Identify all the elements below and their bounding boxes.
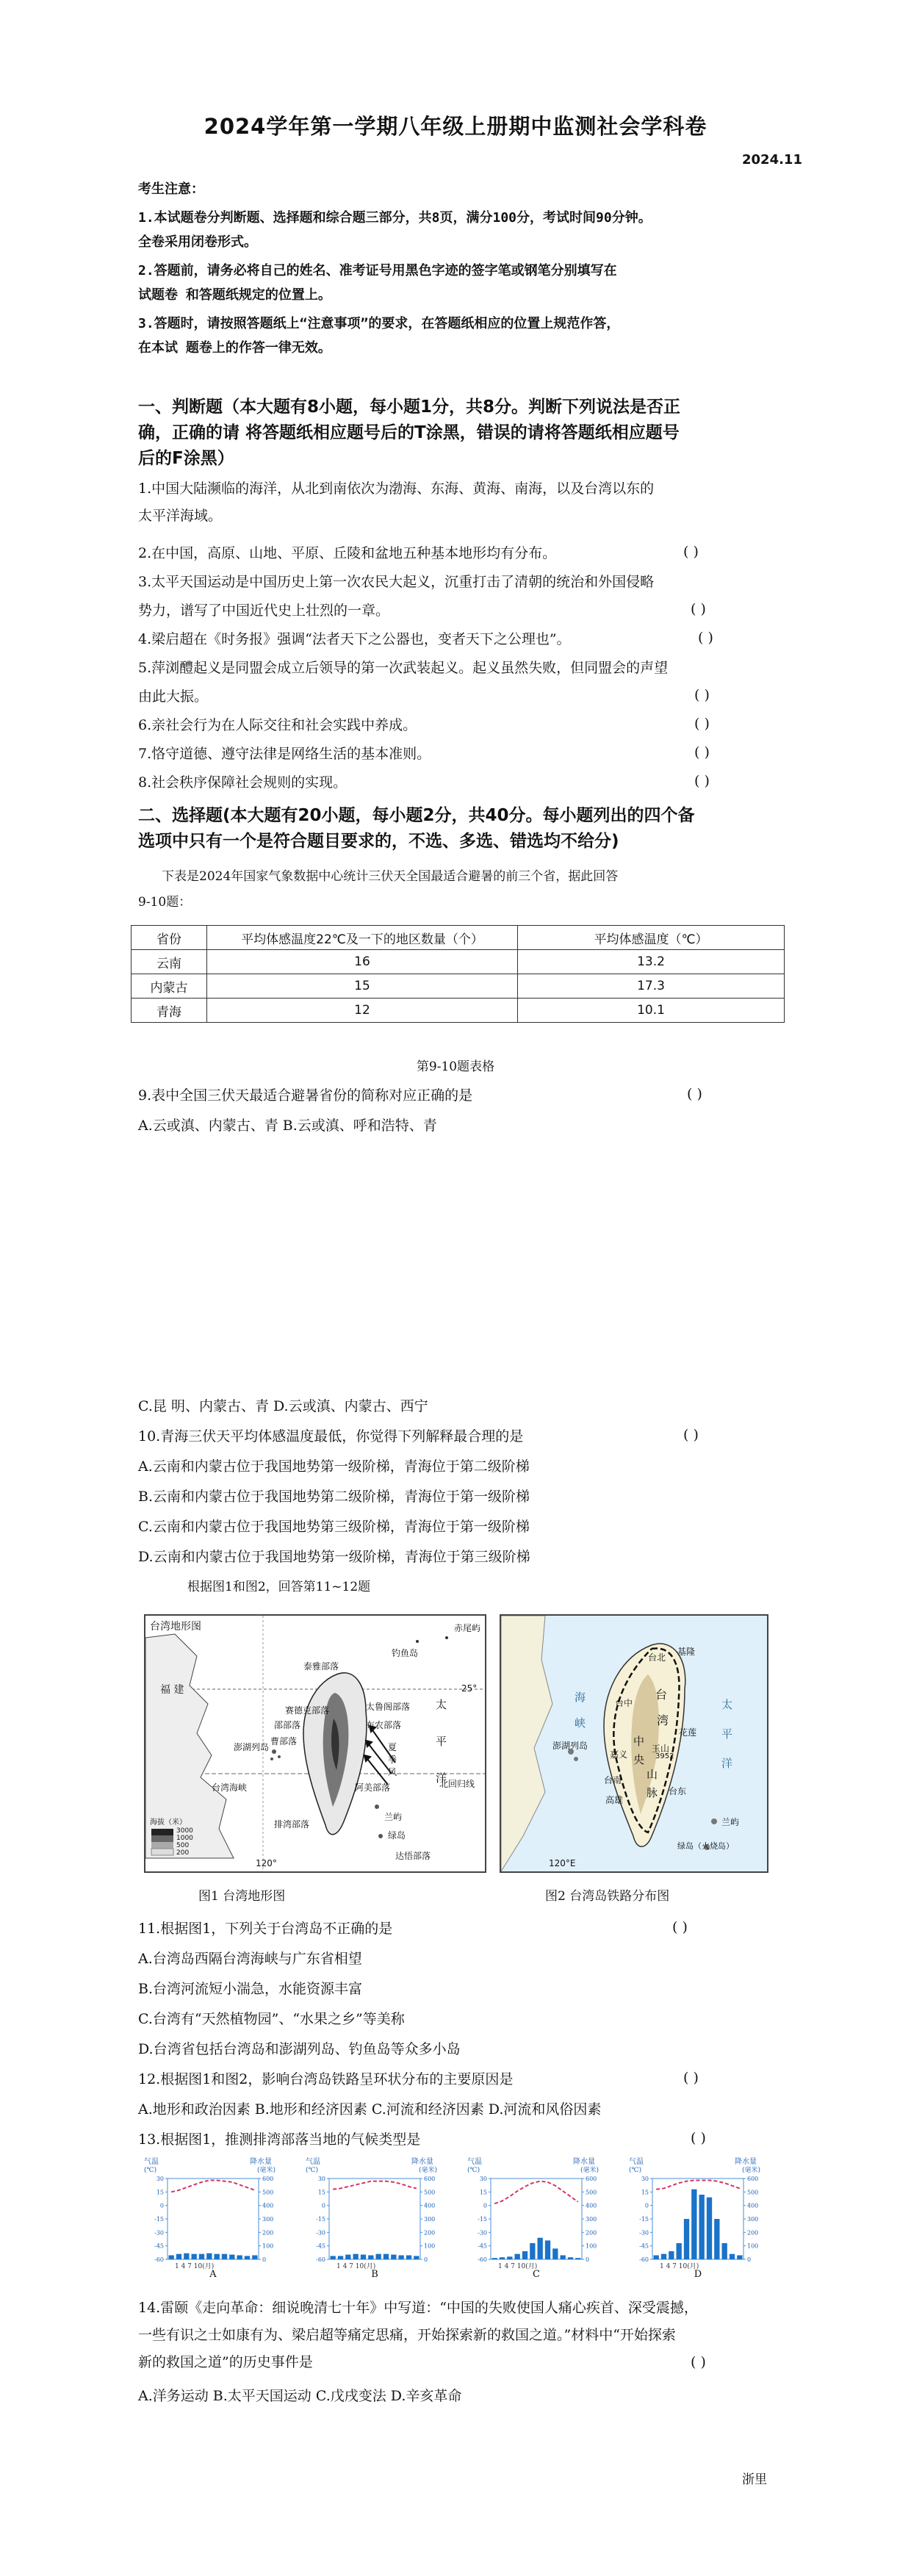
q10-option-d: D.云南和内蒙古位于我国地势第一级阶梯，青海位于第三级阶梯 — [138, 1549, 530, 1565]
precip-bar — [331, 2256, 336, 2259]
notice-item-1a: 1.本试题卷分判断题、选择题和综合题三部分，共8页，满分100分，考试时间90分钟。 — [138, 210, 652, 226]
month-axis-label: 1 4 7 10(月) — [175, 2263, 215, 2270]
temp-tick-label: 0 — [321, 2202, 325, 2209]
notice-block — [138, 177, 785, 360]
map2-label: 台中 — [615, 1698, 633, 1708]
map1-label: 邵部落 — [274, 1720, 301, 1730]
precip-bar — [368, 2256, 373, 2260]
map2-label: 海 — [575, 1691, 586, 1704]
temp-tick-label: 30 — [156, 2176, 164, 2182]
question-13-stem: 13.根据图1，推测排湾部落当地的气候类型是 — [138, 2131, 421, 2148]
climate-chart-svg — [140, 2156, 287, 2278]
map2-label: 3952 — [655, 1752, 674, 1760]
precip-bar — [684, 2219, 689, 2259]
map1-label: 夏季风 — [388, 1742, 397, 1777]
climate-chart-svg — [624, 2156, 771, 2278]
month-axis-label: 1 4 7 10(月) — [336, 2263, 376, 2270]
rain-tick-label: 300 — [586, 2216, 597, 2223]
precip-bar — [215, 2254, 220, 2259]
q12-options: A.地形和政治因素 B.地形和经济因素 C.河流和经济因素 D.河流和风俗因素 — [138, 2101, 602, 2118]
section2-heading — [138, 803, 785, 855]
q3-line1: 3.太平天国运动是中国历史上第一次农民大起义，沉重打击了清朝的统治和外国侵略 — [138, 574, 655, 590]
precip-bar — [500, 2257, 505, 2259]
q14-line1: 14.雷颐《走向革命：细说晚清七十年》中写道：“中国的失败使国人痛心疾首、深受震撼， — [138, 2300, 698, 2316]
temp-tick-label: 15 — [317, 2189, 325, 2196]
precip-bar — [515, 2254, 520, 2259]
precip-bar — [252, 2256, 257, 2260]
temp-tick-label: 30 — [641, 2176, 649, 2182]
table-row — [132, 999, 785, 1023]
answer-paren-10[interactable]: ( ) — [683, 1427, 699, 1443]
notice-heading: 考生注意： — [138, 181, 204, 197]
map1-label: 泰雅部落 — [303, 1661, 339, 1672]
taiwan-terrain-map — [144, 1614, 486, 1873]
precip-bar — [399, 2256, 404, 2260]
temp-tick-label: -45 — [316, 2242, 325, 2250]
precip-bar — [361, 2255, 366, 2259]
rain-tick-label: 100 — [262, 2242, 274, 2250]
q11-option-b: B.台湾河流短小湍急，水能资源丰富 — [138, 1981, 363, 1997]
precip-bar — [237, 2256, 242, 2260]
section1-line3: 后的F涂黑） — [138, 449, 234, 468]
precip-bar — [552, 2248, 558, 2259]
intro-line2: 9-10题： — [138, 895, 192, 910]
chart-frame — [652, 2179, 743, 2259]
climate-chart-b — [301, 2156, 448, 2278]
map2-label: 太 — [721, 1698, 733, 1711]
temp-tick-label: -60 — [154, 2256, 164, 2263]
section1-line1: 一、判断题（本大题有8小题，每小题1分，共8分。判断下列说法是否正 — [138, 397, 681, 417]
rain-tick-label: 100 — [586, 2242, 597, 2250]
temp-tick-label: 0 — [159, 2202, 164, 2209]
precip-bar — [406, 2256, 411, 2260]
map2-label: 嘉义 — [610, 1749, 628, 1760]
chart-frame — [491, 2179, 582, 2259]
map1-label: 500 — [176, 1842, 190, 1849]
temp-axis-unit: (℃) — [467, 2167, 480, 2174]
temp-tick-label: -15 — [639, 2216, 649, 2223]
rain-tick-label: 100 — [747, 2242, 759, 2250]
map1-label: 25° — [461, 1683, 478, 1694]
q14-line2: 一些有识之士如康有为、梁启超等痛定思痛，开始探索新的救国之道。”材料中“开始探索 — [138, 2327, 676, 2343]
question-1 — [138, 479, 785, 526]
q10-option-b: B.云南和内蒙古位于我国地势第二级阶梯，青海位于第一级阶梯 — [138, 1489, 530, 1505]
page-title: 2024学年第一学期八年级上册期中监测社会学科卷 — [204, 114, 707, 139]
rain-tick-label: 400 — [747, 2202, 759, 2209]
answer-paren-14[interactable]: ( ) — [691, 2354, 706, 2370]
table-header: 省份 — [132, 926, 207, 950]
rain-axis-unit: (毫米) — [257, 2167, 276, 2174]
map2-label: 台 — [655, 1688, 668, 1702]
question-10-stem: 10.青海三伏天平均体感温度最低，你觉得下列解释最合理的是 — [138, 1428, 524, 1444]
temp-axis-unit: (℃) — [144, 2167, 157, 2174]
rain-tick-label: 0 — [424, 2256, 428, 2263]
q11-option-a: A.台湾岛西隔台湾海峡与广东省相望 — [138, 1951, 362, 1967]
map2-label: 玉山 — [652, 1744, 670, 1754]
question-5 — [138, 658, 785, 707]
temp-tick-label: 15 — [156, 2189, 164, 2196]
map1-title: 台湾地形图 — [150, 1621, 201, 1633]
answer-paren-9[interactable]: ( ) — [687, 1086, 702, 1102]
question-6: 6.亲社会行为在人际交往和社会实践中养成。 — [138, 717, 417, 733]
map2-label: 台南 — [604, 1775, 622, 1785]
rain-tick-label: 500 — [747, 2189, 759, 2196]
table-cell: 内蒙古 — [132, 974, 207, 999]
temp-axis-unit: (℃) — [306, 2167, 319, 2174]
rain-tick-label: 200 — [424, 2229, 436, 2237]
q1-line1: 1.中国大陆濒临的海洋，从北到南依次为渤海、东海、黄海、南海，以及台湾以东的 — [138, 481, 655, 497]
map1-label: 布农部落 — [366, 1720, 402, 1730]
rain-tick-label: 600 — [586, 2176, 597, 2182]
rain-tick-label: 0 — [586, 2256, 590, 2263]
answer-paren-7[interactable]: ( ) — [694, 773, 710, 789]
map1-caption: 图1 台湾地形图 — [198, 1889, 286, 1904]
precip-bar — [661, 2254, 666, 2259]
q11-option-d: D.台湾省包括台湾岛和澎湖列岛、钓鱼岛等众多小岛 — [138, 2041, 461, 2057]
map1-label: 钓鱼岛 — [392, 1648, 419, 1658]
rain-axis-label: 降水量 — [735, 2158, 757, 2166]
q14-line3: 新的救国之道”的历史事件是 — [138, 2354, 313, 2370]
map1-label: 海拔（米） — [150, 1818, 187, 1827]
chart-title: C — [533, 2269, 540, 2278]
q1-line2: 太平洋海域。 — [138, 508, 223, 524]
map2-label: 台北 — [648, 1652, 666, 1663]
section2-line2: 选项中只有一个是符合题目要求的，不选、多选、错选均不给分) — [138, 832, 619, 851]
precip-bar — [492, 2258, 497, 2259]
temp-tick-label: 0 — [644, 2202, 649, 2209]
rain-tick-label: 0 — [747, 2256, 752, 2263]
chart-title: B — [371, 2269, 378, 2278]
temperature-line — [171, 2180, 255, 2192]
map1-label: 达悟部落 — [395, 1851, 431, 1861]
climate-chart-svg — [463, 2156, 610, 2278]
month-axis-label: 1 4 7 10(月) — [660, 2263, 699, 2270]
map1-label: 福 建 — [160, 1684, 184, 1696]
precip-bar — [345, 2255, 350, 2259]
precip-bar — [199, 2254, 204, 2259]
map1-label: 1000 — [176, 1835, 193, 1842]
rain-tick-label: 500 — [262, 2189, 274, 2196]
rain-tick-label: 0 — [262, 2256, 267, 2263]
map1-label: 澎湖列岛 — [234, 1742, 270, 1752]
map2-label: 脉 — [647, 1786, 658, 1799]
rain-tick-label: 100 — [424, 2242, 436, 2250]
q5-line1: 5.萍浏醴起义是同盟会成立后领导的第一次武装起义。起义虽然失败，但同盟会的声望 — [138, 660, 669, 676]
map2-label: 120°E — [549, 1858, 576, 1868]
map1-label: 曹部落 — [270, 1736, 298, 1746]
temp-axis-label: 气温 — [629, 2158, 644, 2166]
temp-tick-label: 30 — [317, 2176, 325, 2182]
answer-paren-3[interactable]: ( ) — [698, 630, 713, 646]
table-header: 平均体感温度（℃） — [518, 926, 785, 950]
temp-tick-label: 15 — [479, 2189, 487, 2196]
rain-tick-label: 300 — [747, 2216, 759, 2223]
question-9-options-cd: C.昆 明、内蒙古、青 D.云或滇、内蒙古、西宁 — [138, 1398, 428, 1414]
rain-axis-label: 降水量 — [411, 2158, 433, 2166]
table-cell: 12 — [207, 999, 518, 1023]
section1-line2: 确，正确的请 将答题纸相应题号后的T涂黑，错误的请将答题纸相应题号 — [138, 423, 680, 442]
rain-tick-label: 400 — [424, 2202, 436, 2209]
map1-label: 太 — [436, 1698, 447, 1711]
temp-tick-label: -60 — [316, 2256, 325, 2263]
rain-axis-unit: (毫米) — [419, 2167, 438, 2174]
question-11-stem: 11.根据图1，下列关于台湾岛不正确的是 — [138, 1921, 393, 1937]
rain-tick-label: 500 — [424, 2189, 436, 2196]
question-9-options-ab: A.云或滇、内蒙古、青 B.云或滇、呼和浩特、青 — [138, 1118, 437, 1134]
terrain-map-svg — [145, 1616, 485, 1871]
notice-item-3b: 在本试 题卷上的作答一律无效。 — [138, 340, 331, 356]
temp-axis-label: 气温 — [467, 2158, 482, 2166]
map1-label: 阿美部落 — [355, 1782, 391, 1793]
maps-intro: 根据图1和图2，回答第11~12题 — [187, 1580, 371, 1594]
answer-paren-13[interactable]: ( ) — [691, 2130, 706, 2146]
table-cell: 13.2 — [518, 950, 785, 974]
map2-label: 高雄 — [605, 1795, 624, 1805]
map2-label: 平 — [721, 1727, 733, 1741]
question-8: 8.社会秩序保障社会规则的实现。 — [138, 774, 348, 791]
precip-bar — [507, 2256, 512, 2259]
question-9-stem: 9.表中全国三伏天最适合避暑省份的简称对应正确的是 — [138, 1087, 473, 1104]
precip-bar — [730, 2254, 735, 2259]
map1-label: 120° — [256, 1858, 277, 1868]
table-cell: 15 — [207, 974, 518, 999]
exam-date: 2024.11 — [742, 152, 802, 168]
rain-tick-label: 500 — [586, 2189, 597, 2196]
q5-line2: 由此大振。 — [138, 688, 209, 705]
answer-paren-4[interactable]: ( ) — [694, 687, 710, 703]
table-cell: 云南 — [132, 950, 207, 974]
q14-options: A.洋务运动 B.太平天国运动 C.戊戌变法 D.辛亥革命 — [138, 2388, 462, 2404]
precip-bar — [206, 2253, 212, 2259]
rain-tick-label: 600 — [747, 2176, 759, 2182]
precip-bar — [561, 2256, 566, 2260]
temp-tick-label: -45 — [639, 2242, 649, 2250]
section2-line1: 二、选择题(本大题有20小题，每小题2分，共40分。每小题列出的四个备 — [138, 806, 695, 825]
map2-label: 基隆 — [677, 1647, 696, 1657]
precip-bar — [538, 2238, 543, 2259]
map1-label: 洋 — [436, 1771, 447, 1785]
rain-axis-unit: (毫米) — [742, 2167, 761, 2174]
table-caption: 第9-10题表格 — [416, 1059, 495, 1074]
notice-item-2a: 2.答题前，请务必将自己的姓名、准考证号用黑色字迹的签字笔或钢笔分别填写在 — [138, 263, 617, 278]
map1-label: 赛德克部落 — [285, 1705, 330, 1716]
precip-bar — [176, 2254, 181, 2259]
climate-chart-svg — [301, 2156, 448, 2278]
precip-bar — [714, 2219, 719, 2259]
rain-tick-label: 600 — [424, 2176, 436, 2182]
map1-label: 台湾海峡 — [212, 1782, 248, 1793]
climate-chart-a — [140, 2156, 287, 2278]
map2-label: 洋 — [721, 1757, 733, 1770]
map2-label: 台东 — [669, 1786, 687, 1796]
month-axis-label: 1 4 7 10(月) — [498, 2263, 538, 2270]
rain-tick-label: 300 — [424, 2216, 436, 2223]
temperature-line — [333, 2181, 417, 2190]
chart-frame — [329, 2179, 420, 2259]
footer-mark: 浙里 — [742, 2472, 767, 2487]
map2-label: 兰屿 — [721, 1817, 740, 1827]
precip-bar — [669, 2251, 674, 2259]
temp-tick-label: -30 — [478, 2229, 487, 2237]
notice-item-3a: 3.答题时，请按照答题纸上“注意事项”的要求，在答题纸相应的位置上规范作答， — [138, 316, 620, 331]
rain-tick-label: 200 — [262, 2229, 274, 2237]
question-3 — [138, 572, 785, 621]
temp-tick-label: -30 — [154, 2229, 164, 2237]
map1-label: 北回归线 — [439, 1779, 475, 1789]
rain-tick-label: 300 — [262, 2216, 274, 2223]
precip-bar — [376, 2254, 381, 2259]
table-row — [132, 950, 785, 974]
precip-bar — [192, 2254, 197, 2259]
temp-tick-label: -15 — [478, 2216, 487, 2223]
map2-label: 山 — [647, 1768, 658, 1781]
map1-label: 排湾部落 — [274, 1819, 310, 1830]
table-cell: 16 — [207, 950, 518, 974]
map2-label: 峡 — [575, 1716, 586, 1730]
q11-option-c: C.台湾有“天然植物园”、“水果之乡”等美称 — [138, 2011, 405, 2027]
temp-tick-label: 30 — [479, 2176, 487, 2182]
intro-line1: 下表是2024年国家气象数据中心统计三伏天全国最适合避暑的前三个省，据此回答 — [162, 869, 619, 884]
question-2: 2.在中国，高原、山地、平原、丘陵和盆地五种基本地形均有分布。 — [138, 545, 557, 561]
map1-label: 赤尾屿 — [454, 1623, 481, 1633]
taiwan-railway-map — [500, 1614, 768, 1873]
precip-bar — [722, 2243, 727, 2259]
chart-frame — [168, 2179, 259, 2259]
precip-bar — [414, 2256, 419, 2259]
map1-label: 3000 — [176, 1827, 193, 1835]
precip-bar — [707, 2198, 712, 2259]
precip-bar — [169, 2256, 174, 2260]
precip-bar — [522, 2251, 527, 2259]
table-cell: 17.3 — [518, 974, 785, 999]
q10-option-a: A.云南和内蒙古位于我国地势第一级阶梯，青海位于第二级阶梯 — [138, 1458, 530, 1475]
temp-tick-label: -30 — [316, 2229, 325, 2237]
precip-bar — [530, 2243, 535, 2259]
table-header: 平均体感温度22℃及一下的地区数量（个） — [207, 926, 518, 950]
table-cell: 10.1 — [518, 999, 785, 1023]
temp-tick-label: -15 — [316, 2216, 325, 2223]
map2-label: 绿岛（火烧岛） — [677, 1841, 734, 1851]
notice-item-2b: 试题卷 和答题纸规定的位置上。 — [138, 287, 331, 303]
temp-tick-label: -45 — [154, 2242, 164, 2250]
precip-bar — [699, 2195, 705, 2259]
temp-axis-unit: (℃) — [629, 2167, 642, 2174]
rain-tick-label: 200 — [586, 2229, 597, 2237]
q10-option-c: C.云南和内蒙古位于我国地势第三级阶梯，青海位于第一级阶梯 — [138, 1519, 530, 1535]
rain-axis-unit: (毫米) — [580, 2167, 599, 2174]
section1-heading — [138, 395, 785, 472]
temp-tick-label: 15 — [641, 2189, 649, 2196]
q3-line2: 势力，谱写了中国近代史上壮烈的一章。 — [138, 602, 390, 619]
temp-tick-label: 0 — [483, 2202, 487, 2209]
temp-tick-label: -15 — [154, 2216, 164, 2223]
answer-paren-6[interactable]: ( ) — [694, 744, 710, 760]
rain-tick-label: 600 — [262, 2176, 274, 2182]
precip-bar — [575, 2258, 580, 2259]
rain-tick-label: 400 — [586, 2202, 597, 2209]
climate-chart-d — [624, 2156, 771, 2278]
table-cell: 青海 — [132, 999, 207, 1023]
chart-title: D — [694, 2269, 702, 2278]
precip-bar — [222, 2254, 227, 2259]
rain-axis-label: 降水量 — [573, 2158, 595, 2166]
table-intro — [138, 867, 785, 913]
map2-label: 花莲 — [679, 1727, 697, 1738]
precip-bar — [184, 2253, 189, 2259]
precip-bar — [391, 2255, 396, 2259]
map2-caption: 图2 台湾岛铁路分布图 — [545, 1889, 670, 1904]
answer-paren-5[interactable]: ( ) — [694, 716, 710, 732]
precip-bar — [691, 2190, 696, 2259]
temp-tick-label: -45 — [478, 2242, 487, 2250]
answer-paren-11[interactable]: ( ) — [672, 1919, 688, 1935]
map2-label: 湾 — [657, 1713, 669, 1727]
map2-label: 澎湖列岛 — [552, 1741, 588, 1751]
precip-bar — [229, 2255, 234, 2259]
temperature-line — [656, 2180, 740, 2189]
answer-paren-1[interactable]: ( ) — [683, 544, 699, 560]
temp-axis-label: 气温 — [306, 2158, 320, 2166]
map1-label: 平 — [436, 1735, 447, 1748]
precip-bar — [568, 2257, 573, 2259]
climate-chart-c — [463, 2156, 610, 2278]
question-4: 4.梁启超在《时务报》强调“法者天下之公器也，变者天下之公理也”。 — [138, 631, 571, 647]
map1-label: 200 — [176, 1849, 190, 1857]
precip-bar — [654, 2256, 659, 2260]
precip-bar — [384, 2254, 389, 2259]
map2-label: 中 — [633, 1735, 645, 1748]
temp-tick-label: -60 — [639, 2256, 649, 2263]
precip-bar — [338, 2256, 343, 2259]
precip-bar — [677, 2243, 682, 2259]
answer-paren-12[interactable]: ( ) — [683, 2070, 699, 2086]
temp-axis-label: 气温 — [144, 2158, 159, 2166]
precip-bar — [245, 2256, 250, 2259]
temp-tick-label: -60 — [478, 2256, 487, 2263]
map2-label: 央 — [633, 1753, 645, 1766]
rain-tick-label: 400 — [262, 2202, 274, 2209]
map1-label: 兰屿 — [384, 1812, 403, 1822]
table-row — [132, 974, 785, 999]
temp-tick-label: -30 — [639, 2229, 649, 2237]
map1-label: 绿岛 — [388, 1830, 406, 1841]
notice-item-1b: 全卷采用闭卷形式。 — [138, 234, 257, 250]
question-7: 7.恪守道德、遵守法律是网络生活的基本准则。 — [138, 746, 431, 762]
rain-tick-label: 200 — [747, 2229, 759, 2237]
temperature-line — [494, 2181, 578, 2204]
question-14-stem — [138, 2298, 785, 2372]
precip-bar — [737, 2256, 742, 2260]
answer-paren-2[interactable]: ( ) — [691, 601, 706, 617]
rain-axis-label: 降水量 — [250, 2158, 272, 2166]
question-12-stem: 12.根据图1和图2，影响台湾岛铁路呈环状分布的主要原因是 — [138, 2071, 514, 2087]
map1-label: 太鲁阁部落 — [366, 1702, 411, 1712]
precip-bar — [353, 2254, 359, 2259]
chart-title: A — [209, 2269, 217, 2278]
precip-bar — [545, 2240, 550, 2259]
data-table — [131, 925, 785, 1023]
table-header-row — [132, 926, 785, 950]
